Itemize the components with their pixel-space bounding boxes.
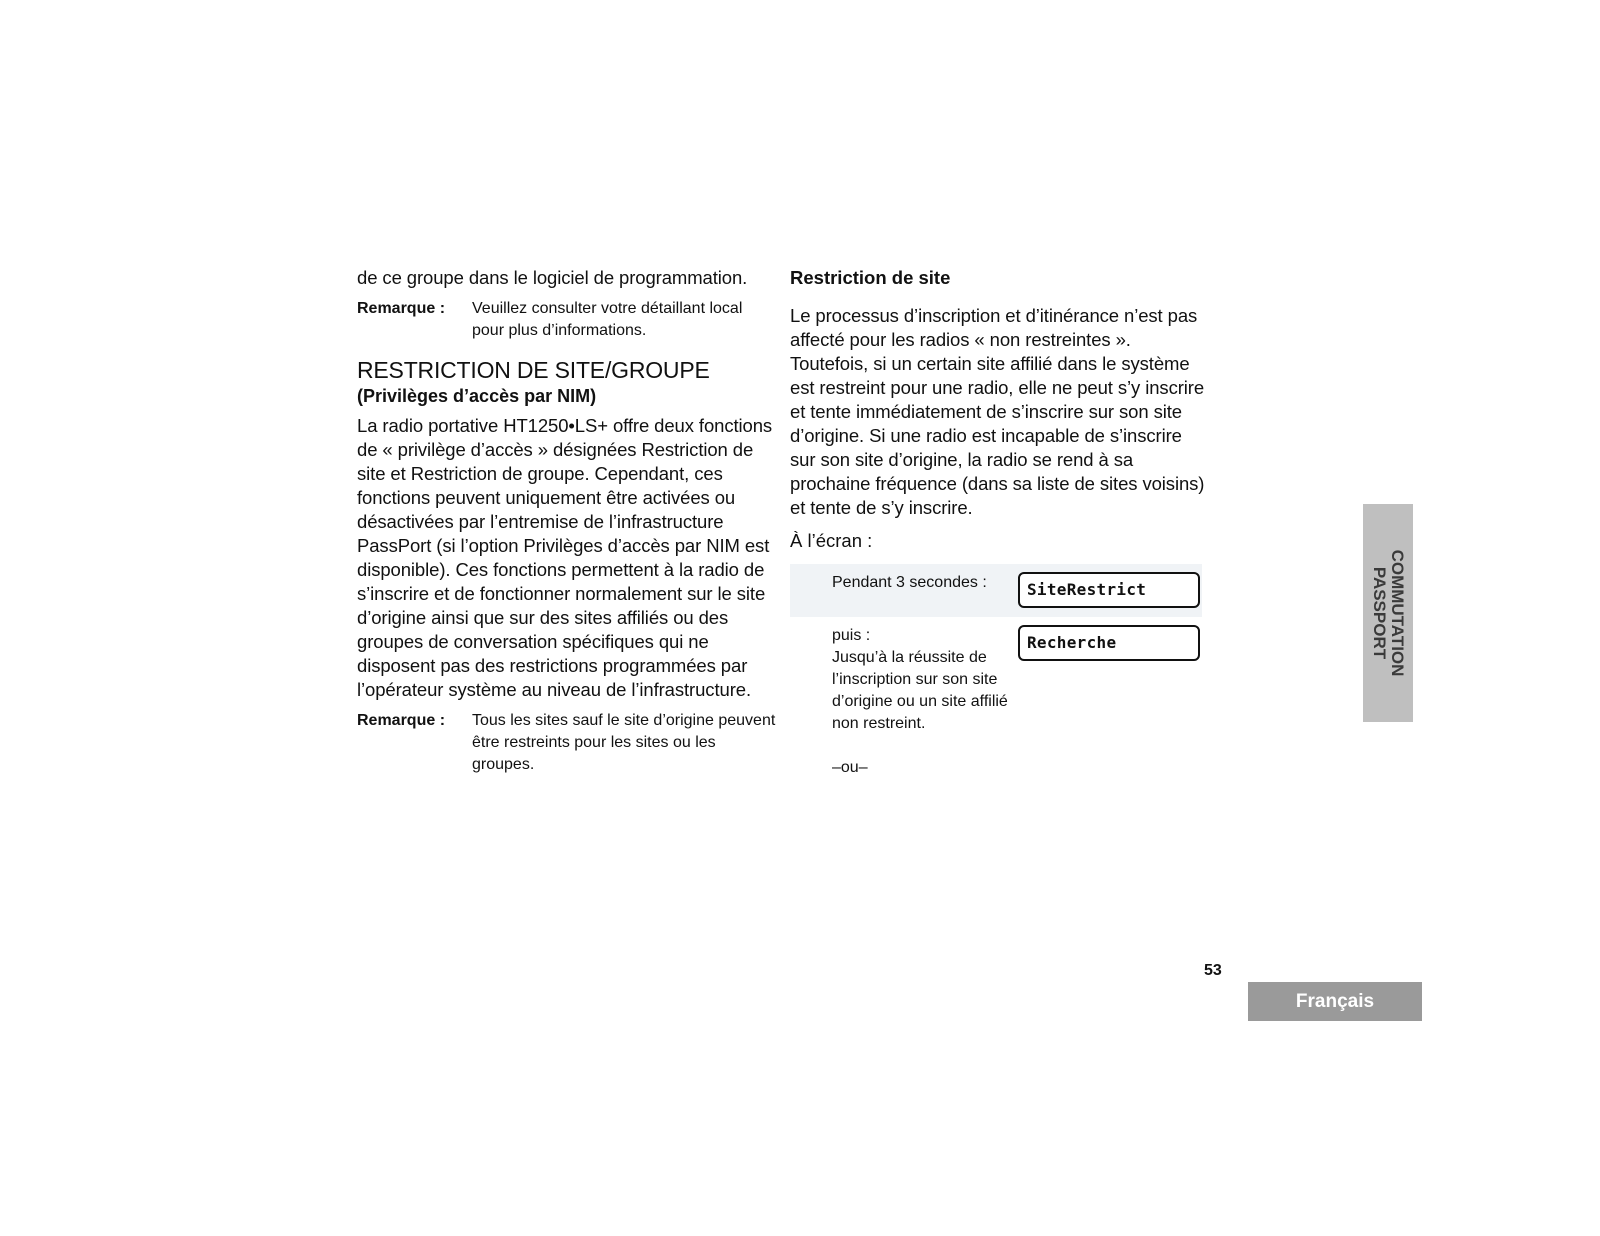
- side-tab-line-1: COMMUTATION: [1388, 549, 1407, 677]
- spacer: [832, 735, 1018, 757]
- page-number: 53: [1204, 962, 1222, 979]
- display-table: [790, 564, 1202, 788]
- note-1: [357, 298, 777, 342]
- subsection-body: Le processus d’inscription et d’itinérance n’est pas affecté pour les radios « non restreintes ». Toutefois, si un certain site affilié dans le système est restreint pour une radio, elle ne peut s’y inscrire et tente immédiatement de s’inscrire sur son site d’origine. Si une radio est incapable de s’inscrire sur son site d’origine, la radio se rend à sa prochaine fréquence (dans sa liste de sites voisins) et tente de s’y inscrire.: [790, 305, 1205, 518]
- chapter-side-tab-text: [1370, 550, 1406, 677]
- screen-label: À l’écran :: [790, 530, 873, 551]
- display-row-2-desc: [790, 625, 1018, 779]
- lcd-display-siterestrict: SiteRestrict: [1018, 572, 1200, 608]
- side-tab-line-2: PASSPORT: [1370, 566, 1389, 660]
- section-subheading: (Privilèges d’accès par NIM): [357, 386, 597, 406]
- note-2: [357, 710, 777, 776]
- display-row-1-desc: Pendant 3 secondes :: [832, 574, 987, 591]
- note-2-label: Remarque :: [357, 712, 446, 729]
- intro-text: de ce groupe dans le logiciel de programmation.: [357, 267, 748, 288]
- right-column: [790, 266, 1210, 788]
- left-column: [357, 266, 777, 776]
- language-tab: Français: [1248, 982, 1422, 1021]
- note-1-label: Remarque :: [357, 300, 446, 317]
- subsection-heading: Restriction de site: [790, 267, 951, 288]
- display-row-2-detail: Jusqu’à la réussite de l’inscription sur son site d’origine ou un site affilié non restreint.: [832, 649, 1008, 732]
- display-row-1: [790, 564, 1202, 617]
- display-row-2: [790, 617, 1202, 788]
- display-row-2-or: –ou–: [832, 759, 868, 776]
- chapter-side-tab: [1363, 504, 1413, 722]
- display-row-2-then: puis :: [832, 627, 871, 644]
- note-1-text: Veuillez consulter votre détaillant local pour plus d’informations.: [472, 300, 743, 339]
- section-body: La radio portative HT1250•LS+ offre deux fonctions de « privilège d’accès » désignées Restriction de site et Restriction de groupe. Cependant, ces fonctions peuvent uniquement être activées ou désactivées par l’entremise de l’infrastructure PassPort (si l’option Privilèges d’accès par NIM est disponible). Ces fonctions permettent à la radio de s’inscrire et de fonctionner normalement sur le site d’origine ainsi que sur des sites affiliés ou des groupes de conversation spécifiques qui ne disposent pas des restrictions programmées par l’opérateur système au niveau de l’infrastructure.: [357, 415, 773, 700]
- section-heading: RESTRICTION DE SITE/GROUPE: [357, 357, 710, 383]
- lcd-display-recherche: Recherche: [1018, 625, 1200, 661]
- note-2-text: Tous les sites sauf le site d’origine peuvent être restreints pour les sites ou les groupes.: [472, 712, 776, 773]
